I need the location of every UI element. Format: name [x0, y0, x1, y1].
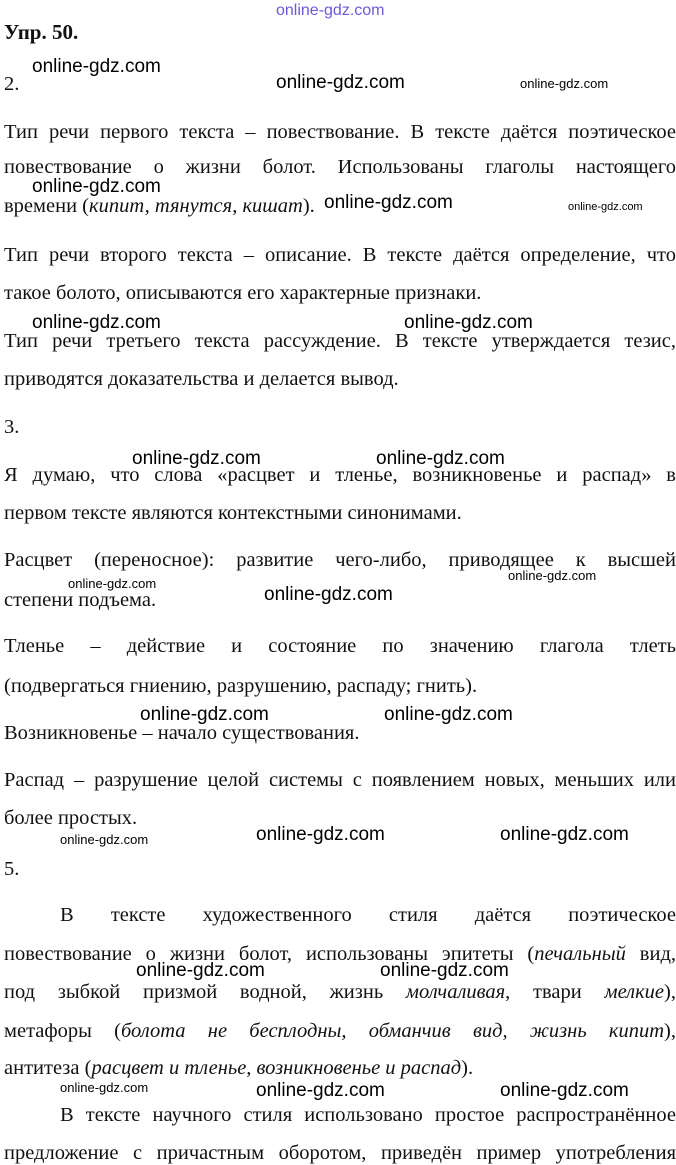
watermark-link[interactable]: online-gdz.com — [520, 76, 609, 91]
text-span: под зыбкой призмой водной, жизнь — [4, 981, 406, 1003]
text-line: Тип речи первого текста – повествование. В тексте даётся поэтическое — [4, 121, 676, 143]
watermark-link[interactable]: online-gdz.com — [500, 1080, 629, 1101]
italic-span: болота не бесплодны, обманчив вид, жизнь кипит — [121, 1020, 665, 1042]
watermark-link[interactable]: online-gdz.com — [32, 312, 161, 333]
text-line: времени (кипит, тянутся, кишат). — [4, 195, 315, 217]
text-line: приводятся доказательства и делается вывод. — [4, 368, 399, 390]
text-line: (подвергаться гниению, разрушению, распаду; гнить). — [4, 675, 478, 697]
italic-span: печальный — [534, 943, 626, 965]
text-line: первом тексте являются контекстными синонимами. — [4, 502, 462, 524]
word: художественного — [202, 904, 352, 926]
watermark-link[interactable]: online-gdz.com — [384, 704, 513, 725]
text-line: Тленье – действие и состояние по значению глагола тлеть — [4, 635, 676, 657]
watermark-link[interactable]: online-gdz.com — [256, 824, 385, 845]
watermark-link[interactable]: online-gdz.com — [140, 704, 269, 725]
text-line: Я думаю, что слова «расцвет и тленье, возникновенье и распад» в — [4, 464, 676, 486]
italic-span: расцвет и тленье, возникновенье и распад — [91, 1057, 462, 1079]
site-watermark-top[interactable]: online-gdz.com — [276, 2, 385, 19]
watermark-link[interactable]: online-gdz.com — [568, 201, 643, 213]
text-span: вид, — [625, 943, 676, 965]
watermark-link[interactable]: online-gdz.com — [32, 56, 161, 77]
text-line — [4, 942, 676, 966]
exercise-title: Упр. 50. — [4, 20, 79, 44]
italic-span: мелкие — [604, 981, 665, 1003]
text-line: Тип речи третьего текста рассуждение. В тексте утверждается тезис, — [4, 330, 676, 352]
watermark-link[interactable]: online-gdz.com — [136, 960, 265, 981]
text-span: ), — [664, 981, 676, 1003]
section-number-5: 5. — [4, 858, 20, 880]
text-span: повествование о жизни болот, использованы эпитеты ( — [4, 943, 535, 965]
watermark-link[interactable]: online-gdz.com — [376, 448, 505, 469]
section-number-3: 3. — [4, 416, 20, 438]
text-line: предложение с причастным оборотом, приведён пример употребления — [4, 1142, 676, 1164]
text-line: Возникновенье – начало существования. — [4, 722, 360, 744]
watermark-link[interactable]: online-gdz.com — [132, 448, 261, 469]
text-line — [4, 1056, 676, 1080]
text-span: ), — [664, 1020, 676, 1042]
watermark-link[interactable]: online-gdz.com — [264, 584, 393, 605]
section-number-2: 2. — [4, 73, 20, 95]
text-line: Расцвет (переносное): развитие чего-либо, приводящее к высшей — [4, 549, 676, 571]
text-line — [60, 1103, 676, 1127]
text-span: В тексте научного стиля использовано простое распространённое — [60, 1104, 676, 1126]
watermark-link[interactable]: online-gdz.com — [60, 1080, 149, 1095]
text-line — [60, 903, 676, 927]
watermark-link[interactable]: online-gdz.com — [60, 832, 149, 847]
italic-span: молчаливая — [405, 981, 506, 1003]
watermark-link[interactable]: online-gdz.com — [324, 192, 453, 213]
text-line: Тип речи второго текста – описание. В тексте даётся определение, что — [4, 244, 676, 266]
text-line: степени подъема. — [4, 589, 157, 611]
watermark-link[interactable]: online-gdz.com — [32, 176, 161, 197]
watermark-link[interactable]: online-gdz.com — [276, 72, 405, 93]
watermark-link[interactable]: online-gdz.com — [404, 312, 533, 333]
text-span: , твари — [505, 981, 605, 1003]
text-line: такое болото, описываются его характерные признаки. — [4, 282, 482, 304]
text-span: метафоры ( — [4, 1020, 122, 1042]
text-line: повествование о жизни болот. Использованы глаголы настоящего — [4, 156, 676, 178]
word: даётся — [474, 904, 532, 926]
word: стиля — [388, 904, 438, 926]
text-span: ). — [461, 1057, 474, 1079]
text-line — [4, 980, 676, 1004]
text-line: Распад – разрушение целой системы с появлением новых, меньших или — [4, 769, 676, 791]
watermark-link[interactable]: online-gdz.com — [380, 960, 509, 981]
text-line — [4, 1019, 676, 1043]
watermark-link[interactable]: online-gdz.com — [68, 576, 157, 591]
text-span: антитеза ( — [4, 1057, 92, 1079]
watermark-link[interactable]: online-gdz.com — [500, 824, 629, 845]
watermark-link[interactable]: online-gdz.com — [508, 568, 597, 583]
word: тексте — [110, 904, 166, 926]
text-line: более простых. — [4, 807, 138, 829]
word: В — [60, 904, 74, 926]
watermark-link[interactable]: online-gdz.com — [256, 1080, 385, 1101]
word: поэтическое — [568, 904, 676, 926]
